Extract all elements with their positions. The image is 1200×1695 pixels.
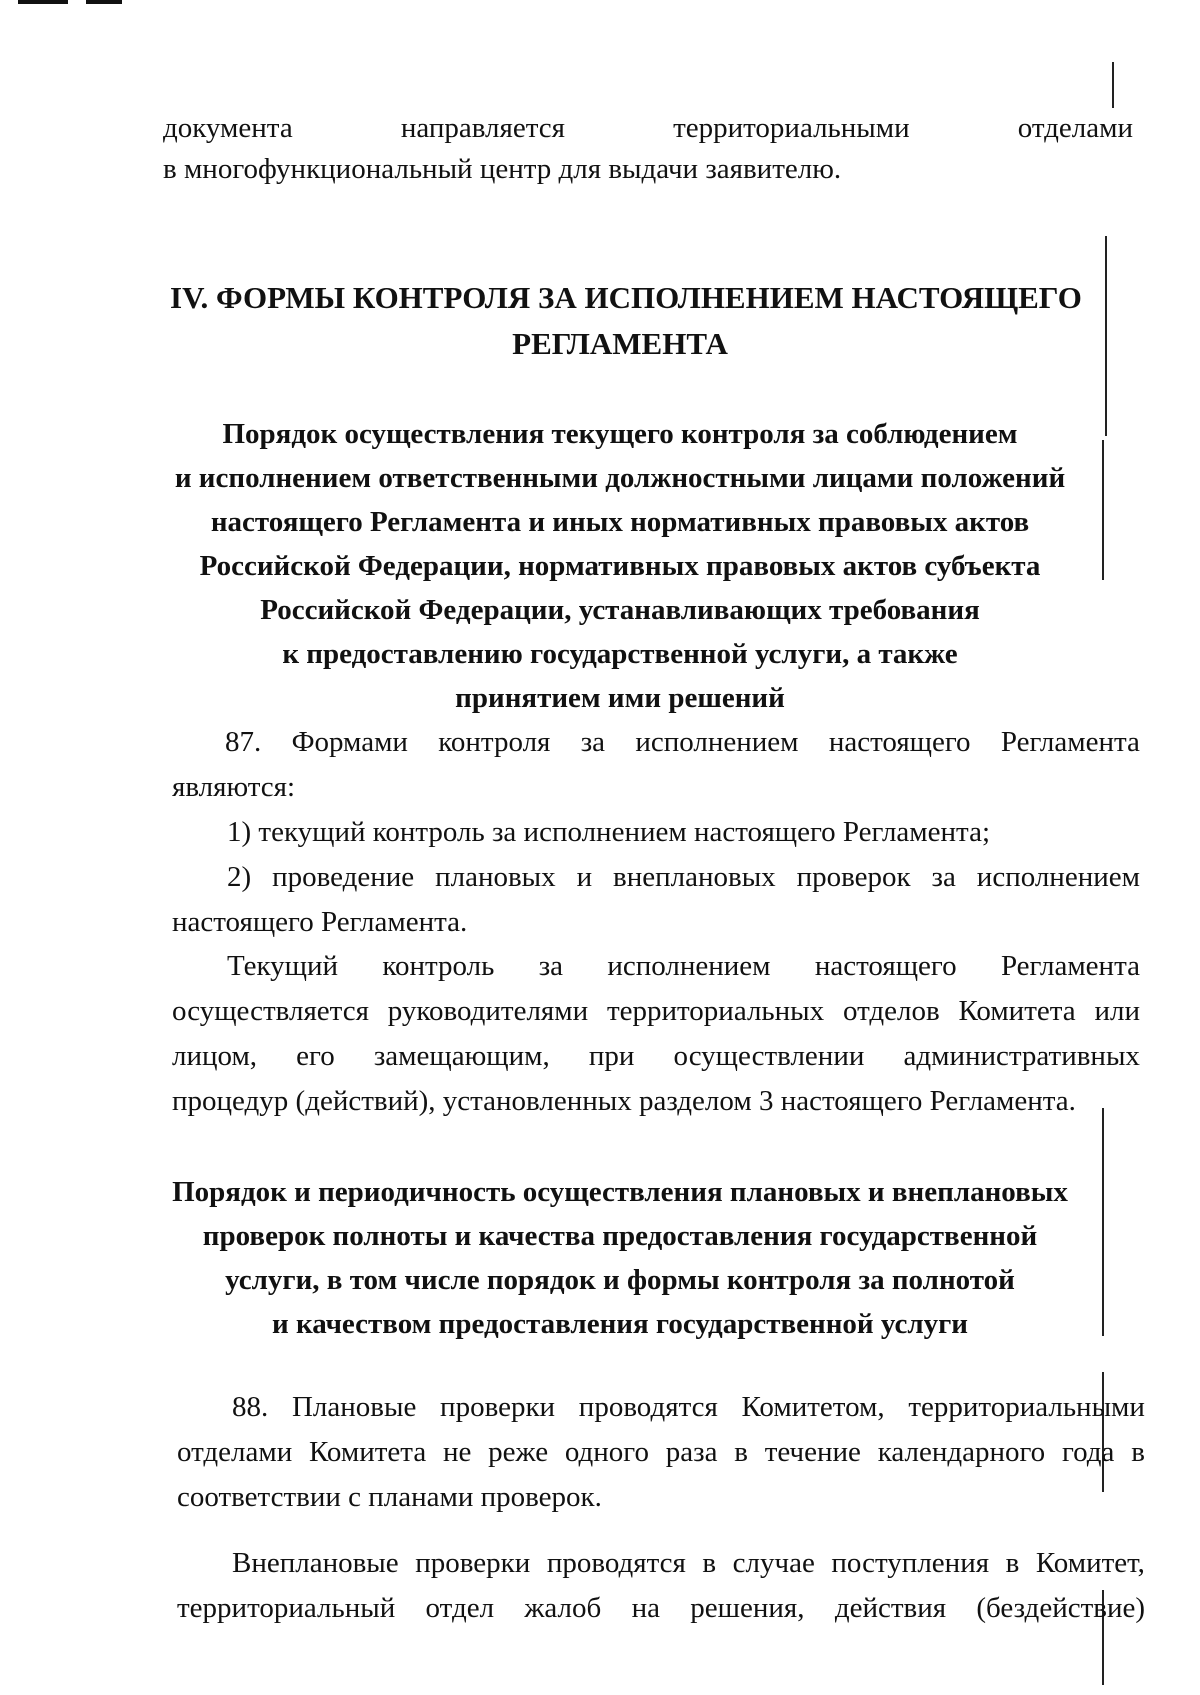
subsection-heading-line: к предоставлению государственной услуги, а также <box>282 638 958 670</box>
word: исполнением <box>976 861 1140 893</box>
margin-line <box>1105 236 1107 436</box>
word: случае <box>732 1547 815 1579</box>
word: контроля <box>438 726 551 758</box>
word: территориальными <box>908 1391 1145 1423</box>
intro-line-1 <box>163 106 1133 150</box>
word: Формами <box>291 726 408 758</box>
word: Плановые <box>291 1391 417 1423</box>
word: отделов <box>842 995 940 1027</box>
scan-mark <box>86 0 122 4</box>
unplanned-line-2 <box>177 1586 1145 1630</box>
word: настоящего <box>828 726 971 758</box>
word: проводятся <box>546 1547 686 1579</box>
word: одного <box>564 1436 649 1468</box>
margin-line <box>1102 440 1104 580</box>
word: отделами <box>1017 112 1133 144</box>
current-control-line-1 <box>227 944 1140 988</box>
section-title-line-1: IV. ФОРМЫ КОНТРОЛЯ ЗА ИСПОЛНЕНИЕМ НАСТОЯЩЕГО <box>170 280 1082 315</box>
word: или <box>1094 995 1140 1027</box>
word: отдел <box>425 1592 495 1624</box>
word: территориальный <box>177 1592 396 1624</box>
subsection-heading-line: настоящего Регламента и иных нормативных правовых актов <box>210 506 1030 538</box>
word: за <box>538 950 564 982</box>
current-control-line-3 <box>172 1034 1140 1078</box>
word: Комитетом, <box>741 1391 885 1423</box>
intro-line-2: в многофункциональный центр для выдачи заявителю. <box>163 153 842 185</box>
word: в <box>1005 1547 1020 1579</box>
word: 2) <box>227 861 252 893</box>
p87-item-1: 1) текущий контроль за исполнением настоящего Регламента; <box>227 816 991 848</box>
p88-line-3: соответствии с планами проверок. <box>177 1481 602 1513</box>
subsection-heading-line: и исполнением ответственными должностными лицами положений <box>174 462 1066 494</box>
word: Регламента <box>1000 726 1140 758</box>
word: осуществляется <box>172 995 369 1027</box>
word: территориальных <box>606 995 825 1027</box>
unplanned-line-1 <box>232 1541 1145 1585</box>
word: проводятся <box>578 1391 718 1423</box>
word: Регламента <box>1000 950 1140 982</box>
word: проверки <box>415 1547 531 1579</box>
word: за <box>580 726 606 758</box>
word: направляется <box>400 112 565 144</box>
p87-line-2: являются: <box>172 771 296 803</box>
p87-item-2-cont: настоящего Регламента. <box>172 906 468 938</box>
subsection-heading-line: Порядок осуществления текущего контроля за соблюдением <box>222 418 1018 450</box>
word: исполнением <box>607 950 771 982</box>
word: в <box>702 1547 717 1579</box>
subsection-heading-line: Российской Федерации, устанавливающих требования <box>260 594 980 626</box>
word: отделами <box>177 1436 293 1468</box>
word: (бездействие) <box>976 1592 1145 1624</box>
subsection-heading-line: услуги, в том числе порядок и формы контроля за полнотой <box>225 1264 1015 1296</box>
p87-item-2 <box>227 855 1140 899</box>
section-title-line-2: РЕГЛАМЕНТА <box>512 326 728 361</box>
word: Комитета <box>309 1436 427 1468</box>
word: проведение <box>272 861 415 893</box>
p88-line-2 <box>177 1430 1145 1474</box>
word: года <box>1061 1436 1115 1468</box>
p87-line-1 <box>225 720 1140 764</box>
word: на <box>631 1592 660 1624</box>
word: административных <box>903 1040 1140 1072</box>
word: жалоб <box>524 1592 602 1624</box>
word: поступления <box>831 1547 990 1579</box>
word: Текущий <box>227 950 339 982</box>
word: проверки <box>440 1391 556 1423</box>
margin-line <box>1112 62 1114 108</box>
subsection-heading-line: и качеством предоставления государственной услуги <box>272 1308 968 1340</box>
word: в <box>734 1436 748 1468</box>
word: руководителями <box>387 995 589 1027</box>
word: решения, <box>690 1592 805 1624</box>
word: календарного <box>877 1436 1046 1468</box>
word: за <box>931 861 956 893</box>
word: реже <box>488 1436 549 1468</box>
current-control-line-4: процедур (действий), установленных разделом 3 настоящего Регламента. <box>172 1085 1076 1117</box>
word: Комитета <box>958 995 1076 1027</box>
subsection-heading-line: принятием ими решений <box>455 682 785 714</box>
current-control-line-2 <box>172 989 1140 1033</box>
word: действия <box>834 1592 947 1624</box>
word: территориальными <box>673 112 910 144</box>
word: и <box>576 861 593 893</box>
word: проверок <box>796 861 911 893</box>
subsection-heading-line: проверок полноты и качества предоставления государственной <box>202 1220 1038 1252</box>
word: 88. <box>232 1391 269 1423</box>
word: 87. <box>225 726 262 758</box>
word: при <box>588 1040 635 1072</box>
word: настоящего <box>814 950 957 982</box>
word: раза <box>665 1436 718 1468</box>
word: исполнением <box>635 726 799 758</box>
word: не <box>442 1436 472 1468</box>
scan-mark <box>18 0 68 4</box>
word: Внеплановые <box>232 1547 399 1579</box>
word: лицом, <box>172 1040 258 1072</box>
word: в <box>1131 1436 1145 1468</box>
margin-line <box>1102 1108 1104 1336</box>
word: Комитет, <box>1035 1547 1145 1579</box>
subsection-heading-line: Порядок и периодичность осуществления плановых и внеплановых <box>172 1176 1068 1208</box>
word: контроль <box>382 950 495 982</box>
word: внеплановых <box>613 861 776 893</box>
word: замещающим, <box>373 1040 550 1072</box>
p88-line-1 <box>232 1385 1145 1429</box>
word: документа <box>163 112 293 144</box>
word: плановых <box>435 861 556 893</box>
word: течение <box>764 1436 861 1468</box>
subsection-heading-line: Российской Федерации, нормативных правовых актов субъекта <box>199 550 1041 582</box>
word: его <box>296 1040 335 1072</box>
word: осуществлении <box>673 1040 865 1072</box>
